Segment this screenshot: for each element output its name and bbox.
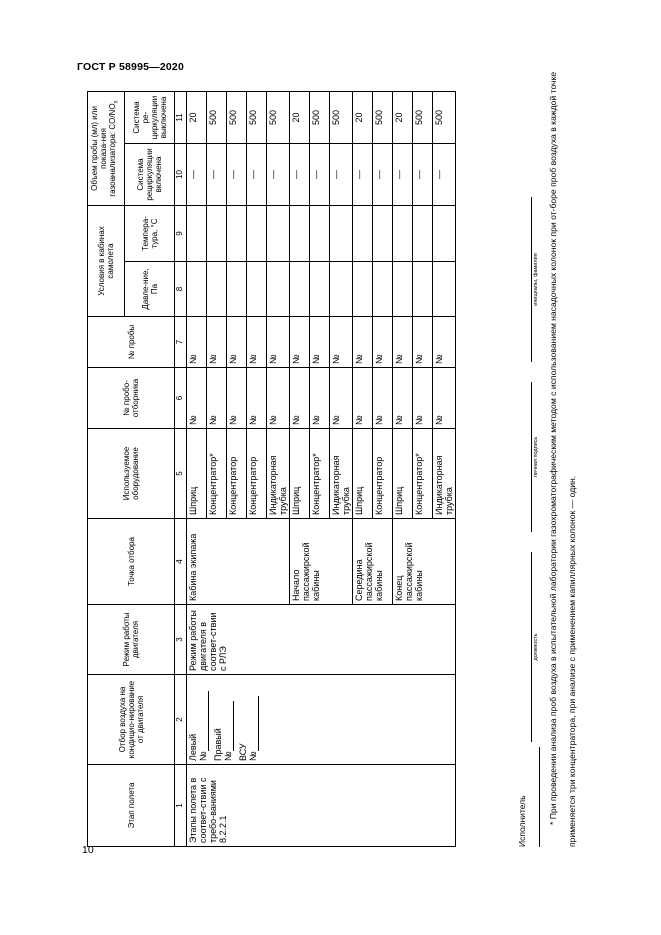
recirc-off-cell: 500 [247, 91, 267, 143]
footnote-text: * При проведении анализа проб воздуха в испытательной лаборатории газохроматографическим методом с использованием насадочных колонок при от-боре проб воздуха в каждой точке применяется три концентратора, при анализе с применением капиллярных колонок — один. [548, 71, 577, 847]
header-pressure: Давле-ние, Па [125, 262, 175, 317]
document-header: ГОСТ Р 58995—2020 [77, 61, 185, 73]
temperature-cell [267, 206, 290, 262]
equipment-cell: Индикаторная трубка [330, 429, 353, 519]
equipment-cell: Индикаторная трубка [267, 429, 290, 519]
table-row [187, 91, 207, 846]
header-recirc-on: Система рециркуляции включена [125, 144, 175, 206]
equipment-cell: Шприц [187, 429, 207, 519]
sampler-cell: № [330, 368, 353, 429]
pressure-cell [310, 262, 330, 317]
pressure-cell [433, 262, 456, 317]
sampler-cell: № [393, 368, 413, 429]
recirc-on-cell: — [413, 144, 433, 206]
sampler-cell: № [433, 368, 456, 429]
recirc-off-cell: 20 [353, 91, 373, 143]
intake-label: Левый [188, 733, 198, 761]
page-number: 10 [82, 844, 94, 856]
pressure-cell [187, 262, 207, 317]
temperature-cell [187, 206, 207, 262]
table-body [187, 91, 456, 846]
temperature-cell [373, 206, 393, 262]
header-equipment: Используемое оборудование [88, 429, 175, 519]
temperature-cell [433, 206, 456, 262]
sampler-cell: № [290, 368, 310, 429]
header-sampler: № пробо-отборника [88, 368, 175, 429]
recirc-on-cell: — [373, 144, 393, 206]
sample-cell: № [290, 317, 310, 368]
header-cabin-conditions: Условия в кабинах самолета [88, 206, 125, 317]
recirc-on-cell: — [227, 144, 247, 206]
recirc-on-cell: — [207, 144, 227, 206]
header-mode: Режим работы двигателя [88, 605, 175, 675]
intake-label: ВСУ [238, 743, 248, 761]
name-line [531, 197, 532, 362]
col-num: 10 [175, 144, 187, 206]
sample-cell: № [247, 317, 267, 368]
mode-cell: Режим работы двигателя в соответ-ствии с РЛЭ [187, 605, 456, 675]
col-num: 9 [175, 206, 187, 262]
equipment-cell: Шприц [393, 429, 413, 519]
temperature-cell [330, 206, 353, 262]
temperature-cell [227, 206, 247, 262]
signature-label: Исполнитель [517, 795, 527, 847]
pressure-cell [247, 262, 267, 317]
sampler-cell: № [187, 368, 207, 429]
number-blank [198, 691, 209, 751]
sampling-table [87, 91, 456, 847]
recirc-off-cell: 500 [433, 91, 456, 143]
intake-entry [238, 678, 259, 761]
col-num: 6 [175, 368, 187, 429]
pressure-cell [330, 262, 353, 317]
equipment-cell: Концентратор [227, 429, 247, 519]
header-intake: Отбор воздуха на кондицио-нирование от двигателя [88, 675, 175, 765]
equipment-cell: Концентратор [247, 429, 267, 519]
recirc-off-cell: 20 [187, 91, 207, 143]
sample-cell: № [353, 317, 373, 368]
name-caption: инициалы, фамилия [533, 253, 539, 306]
pressure-cell [227, 262, 247, 317]
temperature-cell [247, 206, 267, 262]
point-cell: Кабина экипажа [187, 519, 290, 605]
sampler-cell: № [373, 368, 393, 429]
recirc-on-cell: — [330, 144, 353, 206]
pressure-cell [207, 262, 227, 317]
recirc-on-cell: — [290, 144, 310, 206]
header-stage: Этап полета [88, 765, 175, 847]
signature-caption: личная подпись [533, 436, 539, 478]
sampler-cell: № [207, 368, 227, 429]
point-cell: Начало пассажирской кабины [290, 519, 353, 605]
recirc-off-cell: 500 [330, 91, 353, 143]
col-num: 4 [175, 519, 187, 605]
footnote-rule [539, 747, 540, 847]
pressure-cell [373, 262, 393, 317]
stage-cell: Этапы полета в соответ-ствии с требо-ваниями 8.2.2.1 [187, 765, 456, 847]
recirc-on-cell: — [433, 144, 456, 206]
col-num: 1 [175, 765, 187, 847]
number-sign: № [248, 751, 258, 761]
recirc-on-cell: — [310, 144, 330, 206]
temperature-cell [290, 206, 310, 262]
signature-line [531, 382, 532, 532]
col-num: 7 [175, 317, 187, 368]
sample-cell: № [310, 317, 330, 368]
sampler-cell: № [413, 368, 433, 429]
pressure-cell [290, 262, 310, 317]
col-num: 3 [175, 605, 187, 675]
sampler-cell: № [247, 368, 267, 429]
header-point: Точка отбора [88, 519, 175, 605]
col-num: 2 [175, 675, 187, 765]
sample-cell: № [267, 317, 290, 368]
point-cell: Середина пассажирской кабины [353, 519, 393, 605]
point-cell: Конец пассажирской кабины [393, 519, 456, 605]
recirc-off-cell: 500 [373, 91, 393, 143]
col-num: 8 [175, 262, 187, 317]
position-line [531, 552, 532, 742]
pressure-cell [353, 262, 373, 317]
recirc-on-cell: — [353, 144, 373, 206]
header-sample: № пробы [88, 317, 175, 368]
recirc-off-cell: 500 [207, 91, 227, 143]
sample-cell: № [433, 317, 456, 368]
equipment-cell: Шприц [353, 429, 373, 519]
number-sign: № [198, 751, 208, 761]
number-blank [223, 701, 234, 751]
sample-cell: № [330, 317, 353, 368]
col-num: 5 [175, 429, 187, 519]
intake-cell [187, 675, 456, 765]
temperature-cell [353, 206, 373, 262]
equipment-cell: Концентратор [373, 429, 393, 519]
pressure-cell [413, 262, 433, 317]
sample-cell: № [413, 317, 433, 368]
pressure-cell [393, 262, 413, 317]
recirc-on-cell: — [247, 144, 267, 206]
sample-cell: № [393, 317, 413, 368]
number-sign: № [223, 751, 233, 761]
header-sample-volume-text: Объем пробы (мл) или показа-ния газоанализатора: CO/NO [90, 103, 118, 197]
equipment-cell: Концентратор* [207, 429, 227, 519]
footnote [539, 47, 582, 847]
recirc-off-cell: 20 [393, 91, 413, 143]
equipment-cell: Шприц [290, 429, 310, 519]
intake-entry [213, 678, 234, 761]
sampler-cell: № [227, 368, 247, 429]
rotated-page-content [87, 71, 602, 847]
recirc-off-cell: 500 [413, 91, 433, 143]
recirc-off-cell: 500 [267, 91, 290, 143]
position-caption: должность [533, 633, 539, 661]
col-num: 11 [175, 91, 187, 143]
equipment-cell: Концентратор* [413, 429, 433, 519]
header-sample-volume [88, 91, 125, 205]
sample-cell: № [207, 317, 227, 368]
header-temperature: Темпера-тура, °С [125, 206, 175, 262]
sample-cell: № [187, 317, 207, 368]
intake-label: Правый [213, 728, 223, 761]
recirc-on-cell: — [187, 144, 207, 206]
sampler-cell: № [353, 368, 373, 429]
temperature-cell [393, 206, 413, 262]
recirc-off-cell: 500 [310, 91, 330, 143]
recirc-on-cell: — [267, 144, 290, 206]
recirc-off-cell: 500 [227, 91, 247, 143]
intake-entry [188, 678, 209, 761]
number-blank [248, 696, 259, 751]
recirc-on-cell: — [393, 144, 413, 206]
sample-cell: № [227, 317, 247, 368]
sampler-cell: № [310, 368, 330, 429]
temperature-cell [310, 206, 330, 262]
header-sample-volume-sub: x [113, 100, 120, 104]
temperature-cell [207, 206, 227, 262]
header-recirc-off: Система ре-циркуляции выключена [125, 91, 175, 143]
sample-cell: № [373, 317, 393, 368]
recirc-off-cell: 20 [290, 91, 310, 143]
sampler-cell: № [267, 368, 290, 429]
pressure-cell [267, 262, 290, 317]
equipment-cell: Концентратор* [310, 429, 330, 519]
equipment-cell: Индикаторная трубка [433, 429, 456, 519]
temperature-cell [413, 206, 433, 262]
